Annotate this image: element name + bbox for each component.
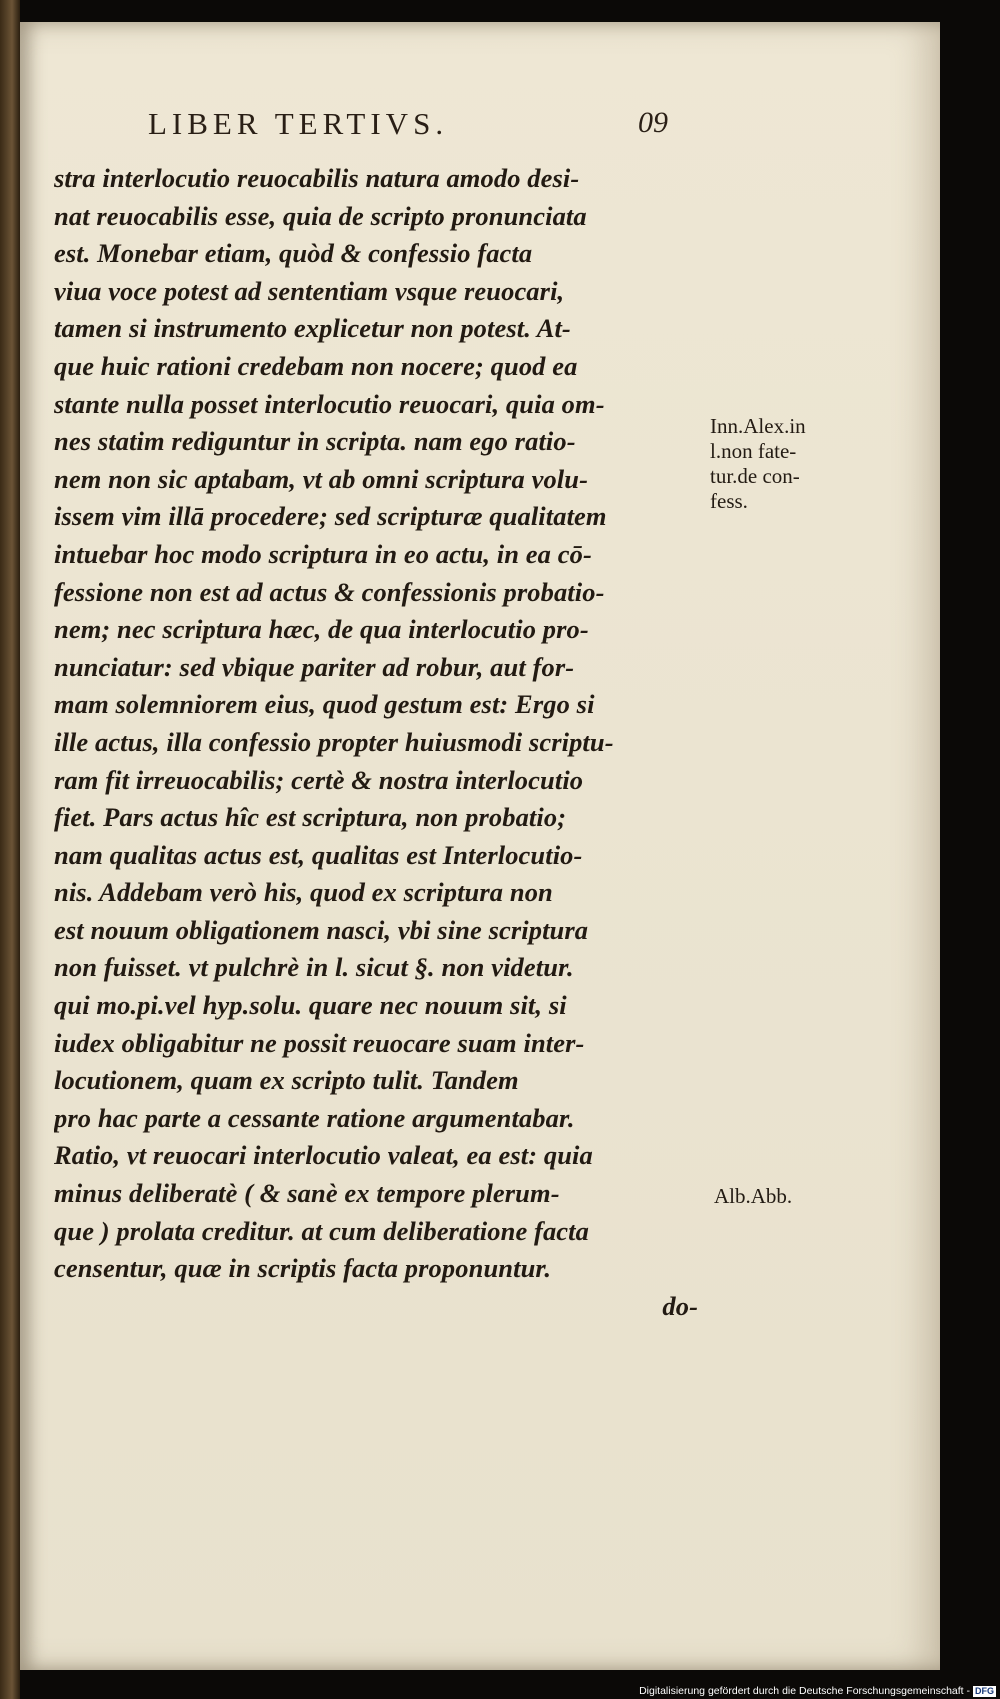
book-page — [20, 22, 940, 1670]
text-line: est nouum obligationem nasci, vbi sine scriptura — [54, 914, 589, 945]
text-line: fessione non est ad actus & confessionis probatio- — [54, 576, 605, 607]
text-line: nis. Addebam verò his, quod ex scriptura non — [54, 877, 553, 908]
text-line: nem non sic aptabam, vt ab omni scriptura volu- — [54, 463, 589, 494]
credit-text: Digitalisierung gefördert durch die Deutsche Forschungsgemeinschaft - — [639, 1685, 970, 1697]
text-line: minus deliberatè ( & sanè ex tempore plerum- — [54, 1178, 560, 1209]
text-line: locutionem, quam ex scripto tulit. Tandem — [54, 1065, 519, 1096]
text-line: censentur, quæ in scriptis facta proponuntur. — [54, 1253, 552, 1284]
margin-note-line: tur.de con- — [710, 464, 800, 488]
text-line: nunciatur: sed vbique pariter ad robur, aut for- — [54, 651, 575, 682]
text-line: Ratio, vt reuocari interlocutio valeat, ea est: quia — [54, 1140, 593, 1171]
margin-note-alb-abb — [714, 1184, 792, 1209]
text-line: que huic rationi credebam non nocere; quod ea — [54, 350, 578, 381]
text-line: qui mo.pi.vel hyp.solu. quare nec nouum sit, si — [54, 990, 567, 1021]
text-line: stra interlocutio reuocabilis natura amodo desi- — [54, 163, 580, 193]
folio-number: 09 — [638, 106, 668, 139]
text-line: que ) prolata creditur. at cum deliberatione facta — [54, 1215, 589, 1246]
running-title: LIBER TERTIVS. — [148, 106, 449, 141]
text-line: nam qualitas actus est, qualitas est Interlocutio- — [54, 839, 583, 870]
book-spine-edge — [0, 0, 20, 1699]
margin-note-line: Inn.Alex.in — [710, 414, 806, 438]
margin-note-inn-alex — [710, 414, 806, 514]
page-header — [148, 106, 668, 146]
text-line: nes statim rediguntur in scripta. nam ego ratio- — [54, 426, 576, 457]
text-line: ille actus, illa confessio propter huiusmodi scriptu- — [54, 726, 614, 757]
text-line: mam solemniorem eius, quod gestum est: Ergo si — [54, 689, 595, 720]
text-line: est. Monebar etiam, quòd & confessio facta — [54, 238, 533, 269]
text-line: tamen si instrumento explicetur non potest. At- — [54, 313, 571, 344]
text-line: fiet. Pars actus hîc est scriptura, non probatio; — [54, 802, 567, 833]
text-line: stante nulla posset interlocutio reuocari, quia om- — [54, 388, 605, 419]
text-line: ram fit irreuocabilis; certè & nostra interlocutio — [54, 764, 584, 795]
margin-note-line: fess. — [710, 489, 748, 513]
text-line: viua voce potest ad sententiam vsque reuocari, — [54, 275, 565, 306]
dfg-logo: DFG — [975, 1685, 994, 1696]
text-line: intuebar hoc modo scriptura in eo actu, in ea cō- — [54, 538, 592, 569]
margin-note-line: Alb.Abb. — [714, 1184, 793, 1208]
digitization-credit — [0, 1684, 996, 1699]
text-line: nat reuocabilis esse, quia de scripto pronunciata — [54, 200, 587, 231]
catchword: do- — [662, 1290, 698, 1321]
text-line: issem vim illā procedere; sed scripturæ qualitatem — [54, 501, 607, 532]
body-text — [54, 160, 704, 1325]
margin-note-line: l.non fate- — [710, 439, 797, 463]
text-line: nem; nec scriptura hæc, de qua interlocutio pro- — [54, 614, 589, 645]
text-line: iudex obligabitur ne possit reuocare suam inter- — [54, 1027, 585, 1058]
text-line: non fuisset. vt pulchrè in l. sicut §. non videtur. — [54, 952, 574, 983]
text-line: pro hac parte a cessante ratione argumentabar. — [54, 1102, 575, 1133]
